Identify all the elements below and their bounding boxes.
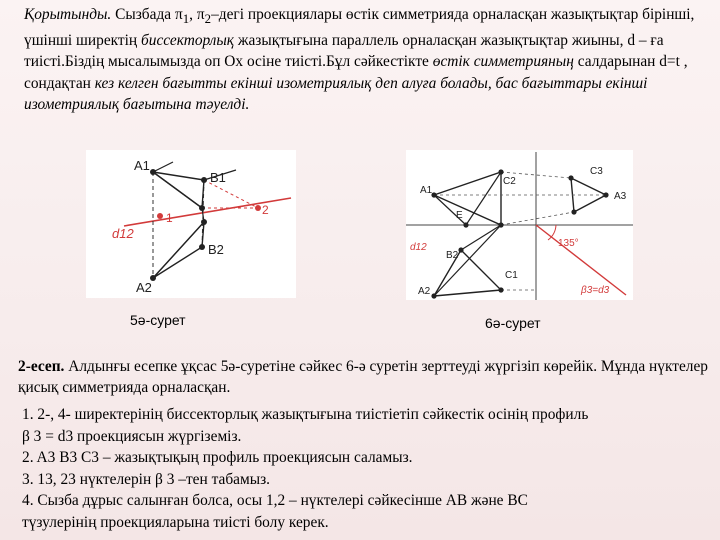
- step-line-6: түзулерінің проекцияларына тиісті болу керек.: [22, 513, 329, 531]
- label-d12: d12: [410, 242, 427, 253]
- point-a2: [431, 293, 436, 298]
- label-point-1: 1: [166, 211, 173, 225]
- figure-5a-caption: 5ә-сурет: [130, 312, 186, 328]
- label-c2: C2: [503, 176, 516, 187]
- task-text: Алдынғы есепке ұқсас 5ә-суретіне сәйкес 6-ә суретін зерттеуді жүргізіп көрейік. Мұнда нүктелер қисық симметрияда орналасқан.: [18, 358, 708, 396]
- label-c3: C3: [590, 166, 603, 177]
- label-a1: A1: [420, 185, 433, 196]
- point-b2: [199, 244, 205, 250]
- point-mid-2: [201, 219, 207, 225]
- label-c1: C1: [505, 270, 518, 281]
- intro-text-4: жазықтығына параллель орналасқан жазықтықтар жиыны, d – ға тиісті.Біздің мысалымызда оп Ох осіне тиісті.Бұл сәйкестікте: [24, 32, 664, 71]
- step-line-2: β 3 = d3 проекциясын жүргіземіз.: [22, 427, 242, 445]
- task-statement: [18, 356, 716, 398]
- label-beta: β3=d3: [581, 285, 610, 296]
- point-c3: [568, 175, 573, 180]
- label-a3: A3: [614, 191, 627, 202]
- point-b1: [201, 177, 207, 183]
- point-b2: [458, 247, 463, 252]
- figure-5a: [86, 150, 296, 298]
- step-line-1: 1. 2-, 4- ширектерінің биссекторлық жазықтығына тиістіетіп сәйкестік осінің профиль: [22, 406, 589, 423]
- label-a2: A2: [136, 280, 152, 295]
- step-line-3: 2. A3 B3 C3 – жазықтықың профиль проекциясын саламыз.: [22, 449, 413, 467]
- point-e: [463, 222, 468, 227]
- label-d12: d12: [112, 226, 134, 241]
- intro-lead: Қорытынды.: [24, 6, 112, 23]
- label-b1: B1: [210, 170, 226, 185]
- point-mid: [199, 205, 205, 211]
- step-line-4: 3. 13, 23 нүктелерін β 3 –тен табамыз.: [22, 470, 271, 488]
- intro-text-3: –дегі проекциялары өстік симметрияда орналасқан жазықтықтар бірінші, үшінші ширектің: [24, 6, 695, 50]
- point-c1: [498, 287, 503, 292]
- intro-italic-1: биссекторлық: [141, 32, 234, 50]
- intro-sub-2: 2: [204, 12, 212, 27]
- step-line-5: 4. Сызба дұрыс салынған болса, осы 1,2 – нүктелері сәйкесінше AB және BC: [22, 492, 528, 510]
- label-angle: 135°: [558, 238, 579, 249]
- intro-text-5: салдарынан d=t , сондақтан: [24, 53, 688, 92]
- steps-list: [22, 404, 714, 534]
- point-2: [255, 205, 261, 211]
- figure-6a-caption: 6ә-сурет: [485, 315, 541, 331]
- label-b2: B2: [446, 250, 459, 261]
- label-b2: B2: [208, 242, 224, 257]
- point-c2: [498, 169, 503, 174]
- intro-italic-3: кез келген бағытты екінші изометриялық деп алуға болады, бас бағыттары екінші изометриялық бағытына тәуелді.: [24, 74, 648, 113]
- task-title: 2-есеп.: [18, 358, 65, 375]
- label-point-2: 2: [262, 203, 269, 217]
- intro-paragraph: [24, 4, 714, 115]
- point-b3: [571, 209, 576, 214]
- figure-5a-background: [86, 150, 296, 298]
- figure-6a: [406, 150, 633, 300]
- point-1: [157, 213, 163, 219]
- point-a3: [603, 192, 608, 197]
- point-mid: [498, 222, 503, 227]
- label-a1: A1: [134, 158, 150, 173]
- label-a2: A2: [418, 286, 431, 297]
- intro-sub-1: 1: [182, 12, 190, 27]
- label-e: E: [456, 210, 463, 221]
- intro-italic-2: өстік симметрияның: [432, 53, 574, 71]
- intro-text-1: Сызбада π: [111, 6, 183, 23]
- intro-text-2: , π: [189, 6, 205, 23]
- point-a1: [150, 169, 156, 175]
